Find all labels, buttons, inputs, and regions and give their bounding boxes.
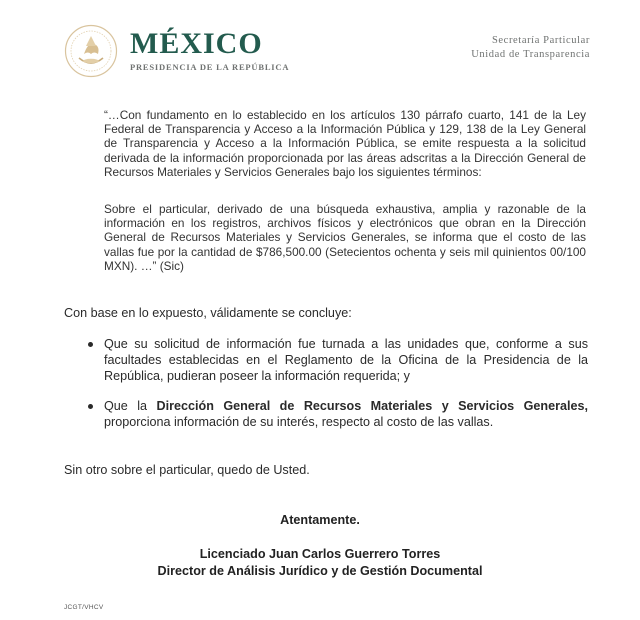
bullet-2-text <box>104 398 588 430</box>
brand-title: MÉXICO <box>130 27 263 60</box>
salutation: Atentamente. <box>280 513 360 527</box>
quote-paragraph-1 <box>104 108 586 179</box>
signer-name: Licenciado Juan Carlos Guerrero Torres <box>199 547 441 561</box>
conclusion-intro: Con base en lo expuesto, válidamente se concluye: <box>64 306 352 320</box>
signer-title: Director de Análisis Jurídico y de Gestión Documental <box>157 564 483 578</box>
bullet-2-bold: Dirección General de Recursos Materiales y Servicios Generales, <box>156 399 589 413</box>
bullet-1-text: Que su solicitud de información fue turnada a las unidades que, conforme a sus facultades establecidas en el Reglamento de la Oficina de la Presidencia de la República, pudieran poseer la información requerida; y <box>104 337 588 383</box>
bullet-dot <box>88 404 93 409</box>
brand <box>130 28 289 72</box>
letterhead <box>64 20 590 90</box>
bullet-dot <box>88 342 93 347</box>
conclusion-bullet-2 <box>88 398 588 430</box>
national-seal-icon <box>64 24 118 78</box>
quote-text-2: Sobre el particular, derivado de una búsqueda exhaustiva, amplia y razonable de la información en los registros, archivos físicos y electrónicos que obran en la Dirección General de Recursos Materiales y Servicios Generales, se informa que el costo de las vallas fue por la cantidad de $786,500.00 (Setecientos ochenta y seis mil quinientos 00/100 MXN). …” (Sic) <box>104 202 586 273</box>
dependency-line-2: Unidad de Transparencia <box>471 49 590 60</box>
bullet-2-suffix: proporciona información de su interés, respecto al costo de las vallas. <box>104 415 494 429</box>
conclusion-bullet-1 <box>88 336 588 384</box>
closing-line: Sin otro sobre el particular, quedo de Usted. <box>64 463 310 477</box>
brand-subtitle: PRESIDENCIA DE LA REPÚBLICA <box>130 62 290 72</box>
quote-paragraph-2 <box>104 202 586 273</box>
quote-text-1: “…Con fundamento en lo establecido en los artículos 130 párrafo cuarto, 141 de la Ley Federal de Transparencia y Acceso a la Información Pública y 129, 138 de la Ley General de Transparencia y Acceso a la Información Pública, se emite respuesta a la solicitud derivada de la información proporcionada por las áreas adscritas a la Dirección General de Recursos Materiales y Servicios Generales bajo los siguientes términos: <box>104 108 586 179</box>
dependency-line-1: Secretaría Particular <box>491 35 590 46</box>
dependency-block <box>471 34 590 62</box>
footer-initials: JCGT/VHCV <box>64 604 104 611</box>
bullet-2-prefix: Que la <box>104 399 157 413</box>
